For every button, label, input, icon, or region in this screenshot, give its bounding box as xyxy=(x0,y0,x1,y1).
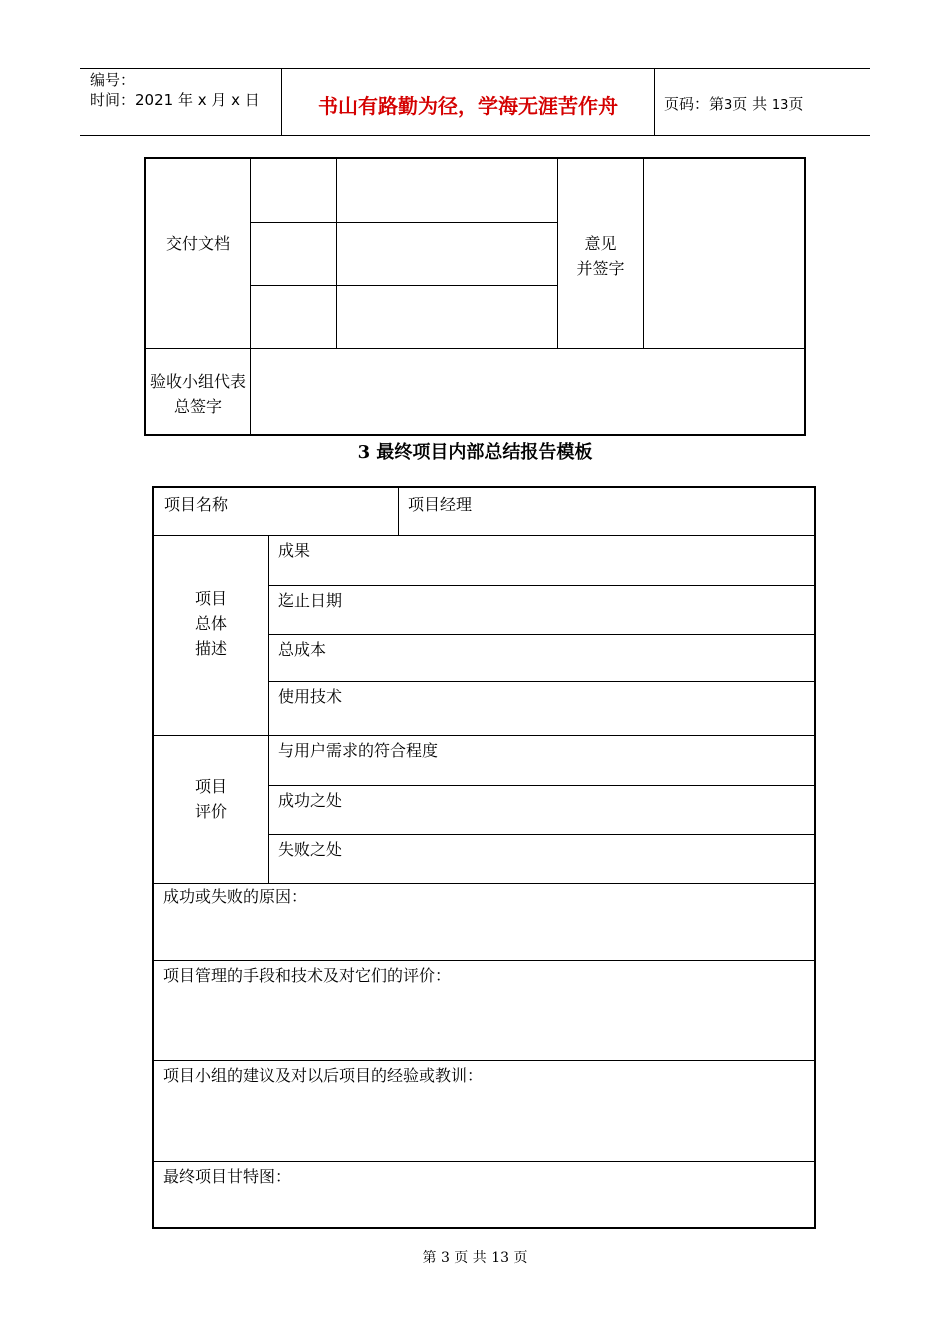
deliverable-code-1 xyxy=(251,159,337,223)
overview-row xyxy=(269,536,814,586)
overview-row xyxy=(269,586,814,635)
reasons-label: 成功或失败的原因： xyxy=(163,887,308,906)
opinion-label-cell xyxy=(558,159,644,349)
evaluation-row xyxy=(269,786,814,835)
management-row xyxy=(154,961,814,1061)
deliverable-name-3 xyxy=(337,286,558,349)
deliverables-label: 交付文档 xyxy=(165,234,230,253)
overview-row xyxy=(269,635,814,682)
page-current: 3 xyxy=(724,98,733,113)
header-motto: 书山有路勤为径，学海无涯苦作舟 xyxy=(318,94,618,118)
evaluation-label: 项目 评价 xyxy=(194,777,227,821)
overview-row-label: 总成本 xyxy=(278,640,327,659)
project-manager-label: 项目经理 xyxy=(408,495,473,514)
suggestions-row xyxy=(154,1061,814,1162)
overview-row-label: 迄止日期 xyxy=(278,591,343,610)
gantt-row xyxy=(154,1162,814,1227)
reasons-row xyxy=(154,884,814,961)
group-sign-label: 验收小组代表 总签字 xyxy=(149,372,246,416)
suggestions-label: 项目小组的建议及对以后项目的经验或教训： xyxy=(163,1066,484,1085)
header-divider-left xyxy=(281,68,282,136)
evaluation-row xyxy=(269,835,814,884)
date-label: 时间：2021 年 x 月 x 日 xyxy=(90,91,260,109)
deliverable-code-2 xyxy=(251,223,337,286)
evaluation-row xyxy=(269,736,814,786)
header-page-code: 页码：第3页 共 13页 xyxy=(664,95,804,113)
project-name-label: 项目名称 xyxy=(164,495,229,514)
deliverable-name-2 xyxy=(337,223,558,286)
management-label: 项目管理的手段和技术及对它们的评价： xyxy=(163,966,452,985)
page-footer: 第 3 页 共 13 页 xyxy=(422,1250,528,1266)
project-name-cell xyxy=(154,488,399,536)
overview-row-label: 成果 xyxy=(278,541,311,560)
overview-row xyxy=(269,682,814,736)
overview-label: 项目 总体 描述 xyxy=(194,589,227,658)
gantt-label: 最终项目甘特图： xyxy=(163,1167,292,1186)
header-divider-right xyxy=(654,68,655,136)
header-top-rule xyxy=(80,68,870,69)
deliverables-label-cell xyxy=(146,159,251,349)
overview-row-label: 使用技术 xyxy=(278,687,343,706)
report-table xyxy=(152,486,816,1229)
evaluation-label-cell xyxy=(154,736,269,884)
project-manager-cell xyxy=(399,488,814,536)
acceptance-table xyxy=(144,157,806,436)
deliverable-name-1 xyxy=(337,159,558,223)
group-sign-label-cell xyxy=(146,349,251,434)
deliverable-code-3 xyxy=(251,286,337,349)
overview-label-cell xyxy=(154,536,269,736)
header-bottom-rule xyxy=(80,135,870,136)
number-label: 编号： xyxy=(90,71,136,89)
evaluation-row-label: 与用户需求的符合程度 xyxy=(278,741,439,760)
header-meta xyxy=(90,70,260,110)
page-total: 13 xyxy=(771,98,789,113)
group-sign-value-cell xyxy=(251,349,804,434)
opinion-label: 意见 并签字 xyxy=(576,234,625,278)
section-title: 3 最终项目内部总结报告模板 xyxy=(357,442,593,463)
evaluation-row-label: 成功之处 xyxy=(278,791,343,810)
evaluation-row-label: 失败之处 xyxy=(278,840,343,859)
opinion-signature-cell xyxy=(644,159,804,349)
